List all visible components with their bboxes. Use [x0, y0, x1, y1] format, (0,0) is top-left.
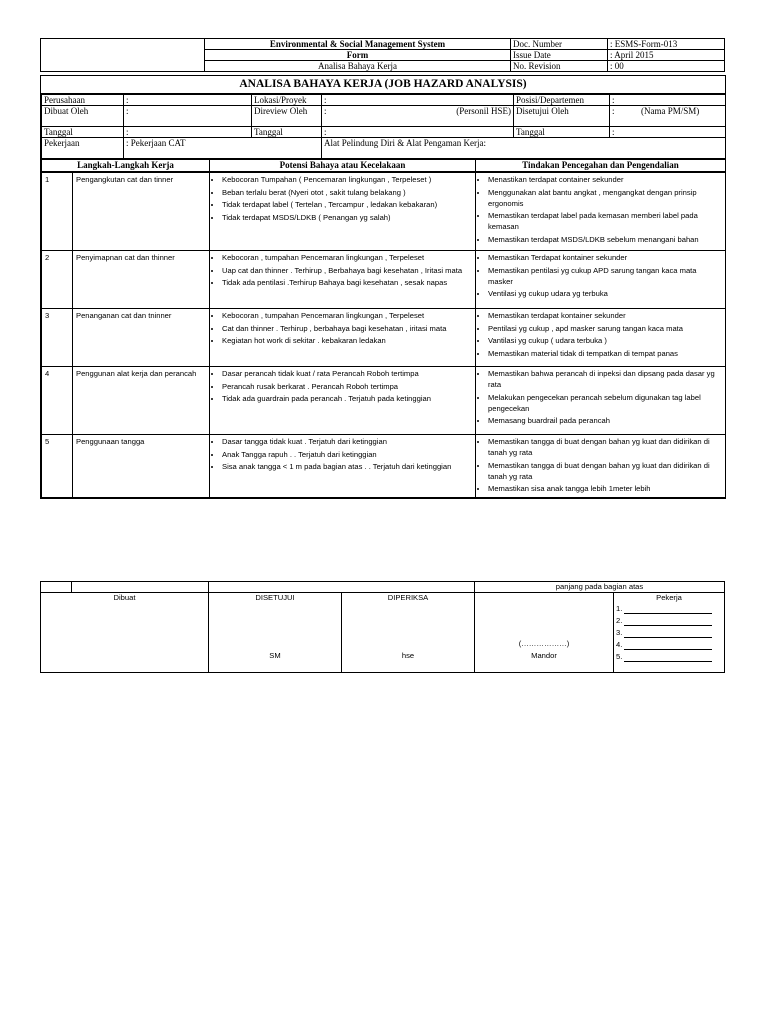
signature-line: [624, 654, 712, 662]
hazard-item: • Cat dan thinner . Terhirup , berbahaya bagi kesehatan , iritasi mata: [222, 323, 472, 334]
pekerja-line[interactable]: [616, 639, 722, 650]
table-row: [42, 251, 726, 309]
hazards-header: Potensi Bahaya atau Kecelakaan: [210, 160, 476, 172]
controls-list: [479, 436, 722, 494]
control-item: • Pentilasi yg cukup , apd masker sarung tangan kaca mata: [488, 323, 722, 334]
hazards-cell: [210, 251, 476, 309]
control-item: • Memastikan sisa anak tangga lebih 1meter lebih: [488, 483, 722, 494]
controls-cell: [476, 367, 726, 435]
dibuat-field[interactable]: :: [124, 106, 252, 127]
disetujui-cell[interactable]: [209, 593, 342, 673]
direview-role: (Personil HSE): [456, 106, 511, 116]
control-item: • Menastikan terdapat container sekunder: [488, 174, 722, 185]
diperiksa-cell[interactable]: [342, 593, 475, 673]
mandor-cell[interactable]: [475, 593, 614, 673]
pekerja-line[interactable]: [616, 603, 722, 614]
pekerjaan-field[interactable]: : Pekerjaan CAT: [124, 138, 322, 159]
control-item: • Memastikan tangga di buat dengan bahan yg kuat dan didirikan di tanah yg rata: [488, 460, 722, 482]
step-number: 5: [42, 435, 73, 498]
step-number: 3: [42, 309, 73, 367]
disetujui-sign: SM: [269, 651, 281, 660]
pekerja-number: 2.: [616, 616, 623, 625]
hazard-item: • Tidak ada pentilasi .Terhirup Bahaya bagi kesehatan , sesak napas: [222, 277, 472, 288]
disetujui-field[interactable]: : (Nama PM/SM): [610, 106, 726, 127]
pekerja-line[interactable]: [616, 627, 722, 638]
hazard-item: • Anak Tangga rapuh . . Terjatuh dari ketinggian: [222, 449, 472, 460]
mandor-label: Mandor: [531, 651, 557, 660]
pekerja-label: Pekerja: [656, 593, 682, 602]
info-section: [41, 94, 726, 159]
signoff-table: [40, 581, 725, 673]
control-item: • Memastikan terdapat MSDS/LDKB sebelum menangani bahan: [488, 234, 722, 245]
steps-header: Langkah-Langkah Kerja: [42, 160, 210, 172]
pekerja-number: 4.: [616, 640, 623, 649]
control-item: • Menggunakan alat bantu angkat , mengangkat dengan prinsip ergonomis: [488, 187, 722, 209]
lokasi-label: Lokasi/Proyek: [252, 95, 322, 106]
controls-list: [479, 310, 722, 359]
doc-number-label: Doc. Number: [511, 39, 608, 50]
dibuat-label: Dibuat: [113, 593, 136, 602]
hazard-item: • Uap cat dan thinner . Terhirup , Berbahaya bagi kesehatan , Iritasi mata: [222, 265, 472, 276]
control-item: • Melakukan pengecekan perancah sebelum digunakan tag label pengecekan: [488, 392, 722, 414]
pekerja-number: 5.: [616, 652, 623, 661]
direview-field[interactable]: : (Personil HSE): [322, 106, 514, 127]
control-item: • Vantilasi yg cukup ( udara terbuka ): [488, 335, 722, 346]
revision-value: : 00: [608, 61, 725, 72]
perusahaan-field[interactable]: :: [124, 95, 252, 106]
hazard-item: • Dasar tangga tidak kuat . Terjatuh dari ketinggian: [222, 436, 472, 447]
table-row: [42, 309, 726, 367]
dibuat-cell[interactable]: [41, 593, 209, 673]
controls-cell: [476, 173, 726, 251]
hazard-item: • Dasar perancah tidak kuat / rata Perancah Roboh tertimpa: [222, 368, 472, 379]
mandor-blank: (………………): [518, 639, 570, 648]
controls-cell: [476, 309, 726, 367]
hazard-item: • Kebocoran , tumpahan Pencemaran lingkungan , Terpeleset: [222, 310, 472, 321]
posisi-field[interactable]: :: [610, 95, 726, 106]
step-number: 4: [42, 367, 73, 435]
hazards-cell: [210, 367, 476, 435]
column-headers: [41, 159, 726, 172]
controls-list: [479, 252, 722, 299]
table-row: [42, 435, 726, 498]
disetujui-label: Disetujui Oleh: [514, 106, 610, 127]
controls-cell: [476, 435, 726, 498]
step-description: Pengangkutan cat dan tinner: [73, 173, 210, 251]
tanggal-label-2: Tanggal: [252, 127, 322, 138]
pekerja-number: 3.: [616, 628, 623, 637]
hazards-cell: [210, 309, 476, 367]
doc-number-value: : ESMS-Form-013: [608, 39, 725, 50]
controls-cell: [476, 251, 726, 309]
posisi-label: Posisi/Departemen: [514, 95, 610, 106]
control-item: • Memastikan terdapat label pada kemasan memberi label pada kemasan: [488, 210, 722, 232]
signature-line: [624, 630, 712, 638]
control-item: • Memastikan Terdapat kontainer sekunder: [488, 252, 722, 263]
form-subtitle: Analisa Bahaya Kerja: [205, 61, 511, 72]
pekerja-cell[interactable]: [614, 593, 725, 673]
tanggal-label-1: Tanggal: [42, 127, 124, 138]
hazard-item: • Kegiatan hot work di sekitar . kebakaran ledakan: [222, 335, 472, 346]
control-item: • Ventilasi yg cukup udara yg terbuka: [488, 288, 722, 299]
control-item: • Memastikan pentilasi yg cukup APD sarung tangan kaca mata masker: [488, 265, 722, 287]
table-row: [42, 367, 726, 435]
issue-date-label: Issue Date: [511, 50, 608, 61]
hazards-cell: [210, 173, 476, 251]
diperiksa-sign: hse: [401, 651, 415, 660]
step-description: Penggunan alat kerja dan perancah: [73, 367, 210, 435]
control-item: • Memasang buardrail pada perancah: [488, 415, 722, 426]
controls-list: [479, 174, 722, 245]
pekerjaan-label: Pekerjaan: [42, 138, 124, 159]
tanggal-field-2[interactable]: :: [322, 127, 514, 138]
pekerja-number: 1.: [616, 604, 623, 613]
step-number: 1: [42, 173, 73, 251]
pekerja-line[interactable]: [616, 615, 722, 626]
system-title: Environmental & Social Management System: [205, 39, 511, 50]
controls-list: [479, 368, 722, 426]
pekerja-line[interactable]: [616, 651, 722, 662]
hazard-item: • Tidak terdapat MSDS/LDKB ( Penangan yg salah): [222, 212, 472, 223]
perusahaan-label: Perusahaan: [42, 95, 124, 106]
step-description: Penggunaan tangga: [73, 435, 210, 498]
overflow-text: panjang pada bagian atas: [475, 582, 725, 593]
hazard-item: • Sisa anak tangga < 1 m pada bagian atas . . Terjatuh dari ketinggian: [222, 461, 472, 472]
lokasi-field[interactable]: :: [322, 95, 514, 106]
disetujui-role: (Nama PM/SM): [641, 106, 700, 116]
hazards-list: [213, 252, 472, 288]
hazards-list: [213, 310, 472, 346]
hazard-item: • Kebocoran Tumpahan ( Pencemaran lingkungan , Terpeleset ): [222, 174, 472, 185]
pekerja-list: [616, 603, 722, 662]
signature-line: [624, 642, 712, 650]
jha-form: [40, 75, 726, 499]
hazard-table: [41, 172, 726, 498]
form-title: ANALISA BAHAYA KERJA (JOB HAZARD ANALYSIS): [41, 76, 725, 94]
table-row: [42, 173, 726, 251]
disetujui-label: DISETUJUI: [255, 593, 295, 602]
hazard-item: • Beban terlalu berat (Nyeri otot , sakit tulang belakang ): [222, 187, 472, 198]
issue-date-value: : April 2015: [608, 50, 725, 61]
tanggal-label-3: Tanggal: [514, 127, 610, 138]
control-item: • Memastikan material tidak di tempatkan di tempat panas: [488, 348, 722, 359]
step-number: 2: [42, 251, 73, 309]
hazards-list: [213, 436, 472, 472]
hazard-item: • Tidak ada guardrain pada perancah . Terjatuh pada ketinggian: [222, 393, 472, 404]
tanggal-field-1[interactable]: :: [124, 127, 252, 138]
document-header: [40, 38, 725, 72]
direview-label: Direview Oleh: [252, 106, 322, 127]
control-item: • Memastikan bahwa perancah di inpeksi dan dipsang pada dasar yg rata: [488, 368, 722, 390]
step-description: Penyimapnan cat dan thinner: [73, 251, 210, 309]
controls-header: Tindakan Pencegahan dan Pengendalian: [476, 160, 726, 172]
apd-field[interactable]: Alat Pelindung Diri & Alat Pengaman Kerja:: [322, 138, 726, 159]
control-item: • Memastikan terdapat kontainer sekunder: [488, 310, 722, 321]
tanggal-field-3[interactable]: :: [610, 127, 726, 138]
signature-line: [624, 606, 712, 614]
signature-line: [624, 618, 712, 626]
hazards-list: [213, 174, 472, 223]
hazards-cell: [210, 435, 476, 498]
step-description: Penanganan cat dan tninner: [73, 309, 210, 367]
logo-cell: [41, 39, 205, 72]
dibuat-label: Dibuat Oleh: [42, 106, 124, 127]
form-label: Form: [205, 50, 511, 61]
hazard-item: • Tidak terdapat label ( Tertelan , Tercampur , ledakan kebakaran): [222, 199, 472, 210]
hazard-item: • Kebocoran , tumpahan Pencemaran lingkungan , Terpeleset: [222, 252, 472, 263]
diperiksa-label: DIPERIKSA: [387, 593, 429, 602]
hazards-list: [213, 368, 472, 404]
control-item: • Memastikan tangga di buat dengan bahan yg kuat dan didirikan di tanah yg rata: [488, 436, 722, 458]
revision-label: No. Revision: [511, 61, 608, 72]
hazard-item: • Perancah rusak berkarat . Perancah Roboh tertimpa: [222, 381, 472, 392]
